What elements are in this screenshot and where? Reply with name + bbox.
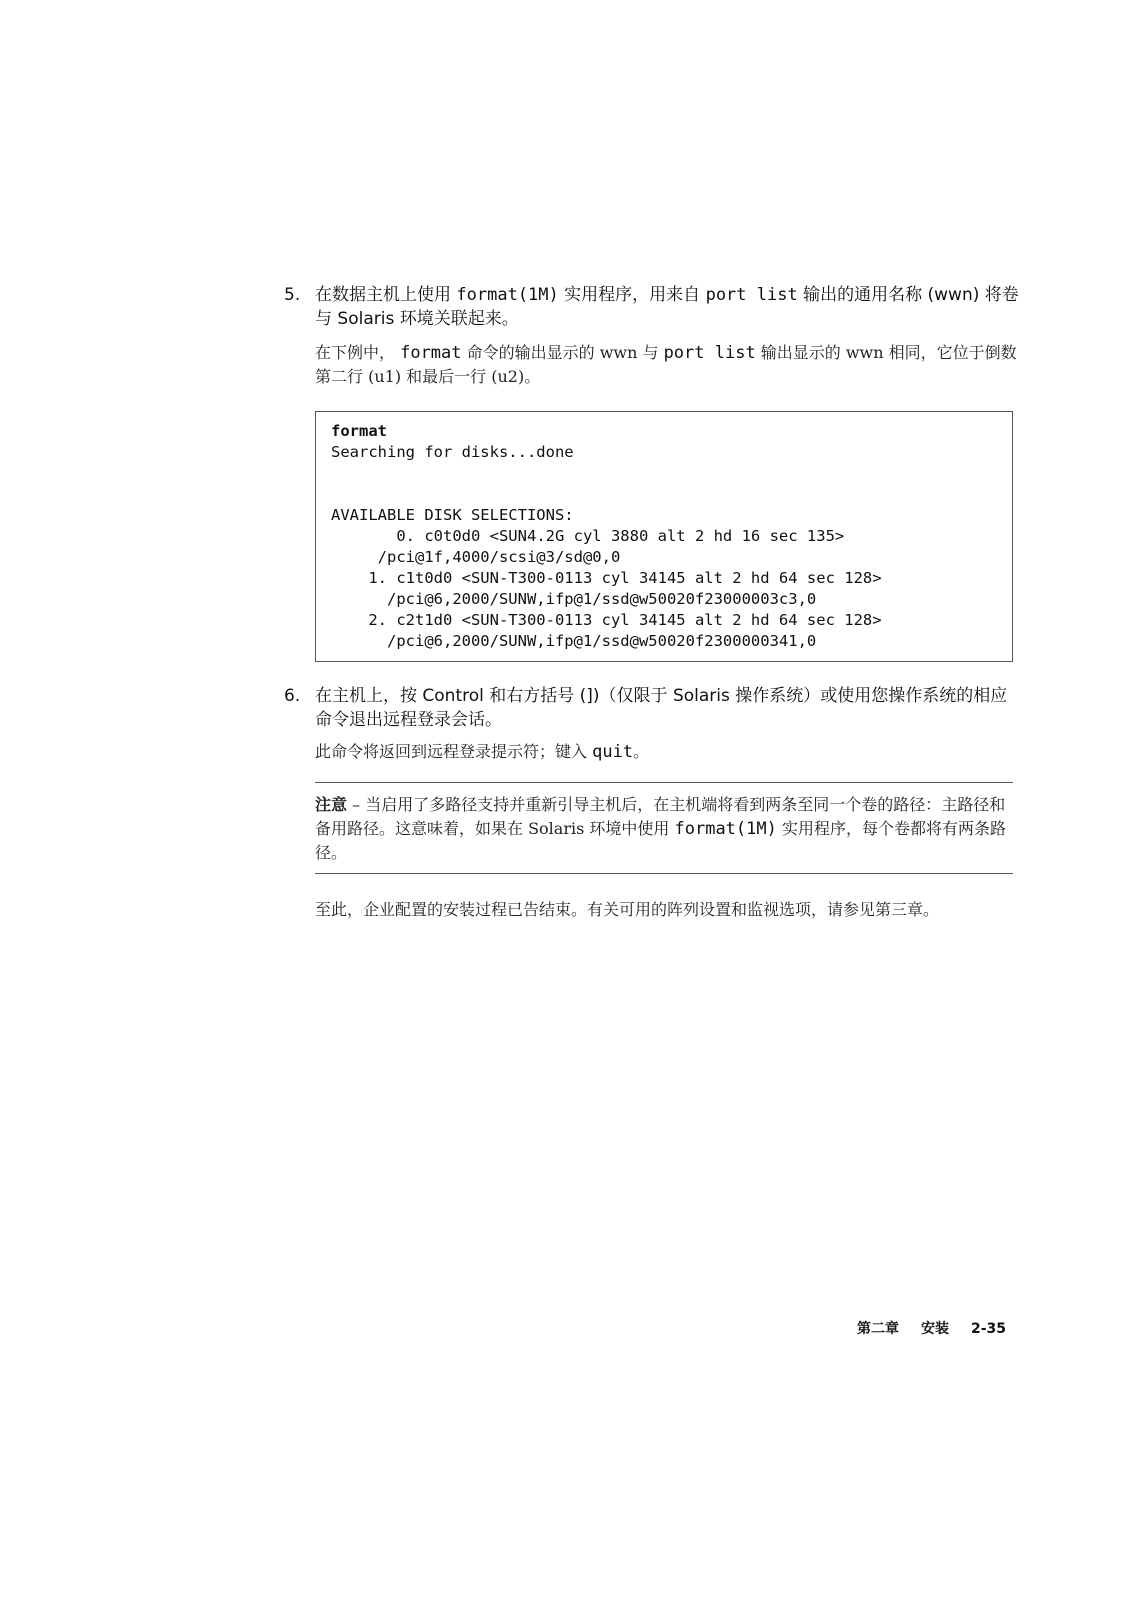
code-line xyxy=(331,463,1012,484)
note-text: 实用程序，每个卷都将有两条路径。 xyxy=(315,819,1006,862)
code-line: AVAILABLE DISK SELECTIONS: xyxy=(331,506,574,524)
footer-page-number: 2-35 xyxy=(970,1321,1006,1337)
para-text: 输出显示的 wwn 相同，它位于倒数第二行 (u1) 和最后一行 (u2)。 xyxy=(315,343,1017,386)
step-number: 6. xyxy=(284,686,301,706)
code-line: /pci@6,2000/SUNW,ifp@1/ssd@w50020f23000003c3,0 xyxy=(331,590,817,608)
para-text: 此命令将返回到远程登录提示符；键入 xyxy=(315,742,593,761)
inline-code: port list xyxy=(663,343,756,363)
para-text: 命令的输出显示的 wwn 与 xyxy=(461,343,664,362)
step-text: 实用程序，用来自 xyxy=(558,285,706,305)
step-5-paragraph xyxy=(315,341,1024,389)
page-footer xyxy=(857,1318,1006,1338)
step-text: 在主机上，按 Control 和右方括号 (])（仅限于 Solaris 操作系统）或使用您操作系统的相应命令退出远程登录会话。 xyxy=(315,686,1008,730)
closing-paragraph: 至此，企业配置的安装过程已告结束。有关可用的阵列设置和监视选项，请参见第三章。 xyxy=(315,900,940,919)
code-line: /pci@1f,4000/scsi@3/sd@0,0 xyxy=(331,548,621,566)
step-number: 5. xyxy=(284,285,301,305)
step-5-heading xyxy=(284,283,1024,331)
note-box xyxy=(315,782,1013,874)
para-text: 。 xyxy=(633,742,650,761)
code-line: Searching for disks...done xyxy=(331,443,574,461)
step-6-heading xyxy=(284,684,1024,732)
step-6-paragraph xyxy=(315,740,1024,764)
inline-code: format xyxy=(400,343,462,363)
inline-code: port list xyxy=(705,285,798,305)
step-text: 在数据主机上使用 xyxy=(315,285,457,305)
inline-code: format(1M) xyxy=(674,819,777,839)
code-example-box xyxy=(315,411,1013,662)
inline-code: quit xyxy=(592,742,634,762)
footer-chapter: 第二章 xyxy=(856,1321,899,1337)
note-text: – 当启用了多路径支持并重新引导主机后，在主机端将看到两条至同一个卷的路径：主路径和备用路径。这意味着，如果在 Solaris 环境中使用 xyxy=(315,795,1006,838)
code-line: /pci@6,2000/SUNW,ifp@1/ssd@w50020f2300000341,0 xyxy=(331,632,817,650)
footer-section: 安装 xyxy=(920,1321,949,1337)
code-line: 1. c1t0d0 <SUN-T300-0113 cyl 34145 alt 2 hd 64 sec 128> xyxy=(331,569,882,587)
step-text: 输出的通用名称 (wwn) 将卷与 Solaris 环境关联起来。 xyxy=(315,285,1019,329)
page-content xyxy=(284,283,1024,922)
code-command: format xyxy=(331,422,387,440)
code-line xyxy=(331,484,1012,505)
code-line: 0. c0t0d0 <SUN4.2G cyl 3880 alt 2 hd 16 sec 135> xyxy=(331,527,845,545)
code-line: 2. c2t1d0 <SUN-T300-0113 cyl 34145 alt 2 hd 64 sec 128> xyxy=(331,611,882,629)
inline-code: format(1M) xyxy=(456,285,559,305)
note-label: 注意 xyxy=(315,795,348,814)
para-text: 在下例中， xyxy=(315,343,401,362)
